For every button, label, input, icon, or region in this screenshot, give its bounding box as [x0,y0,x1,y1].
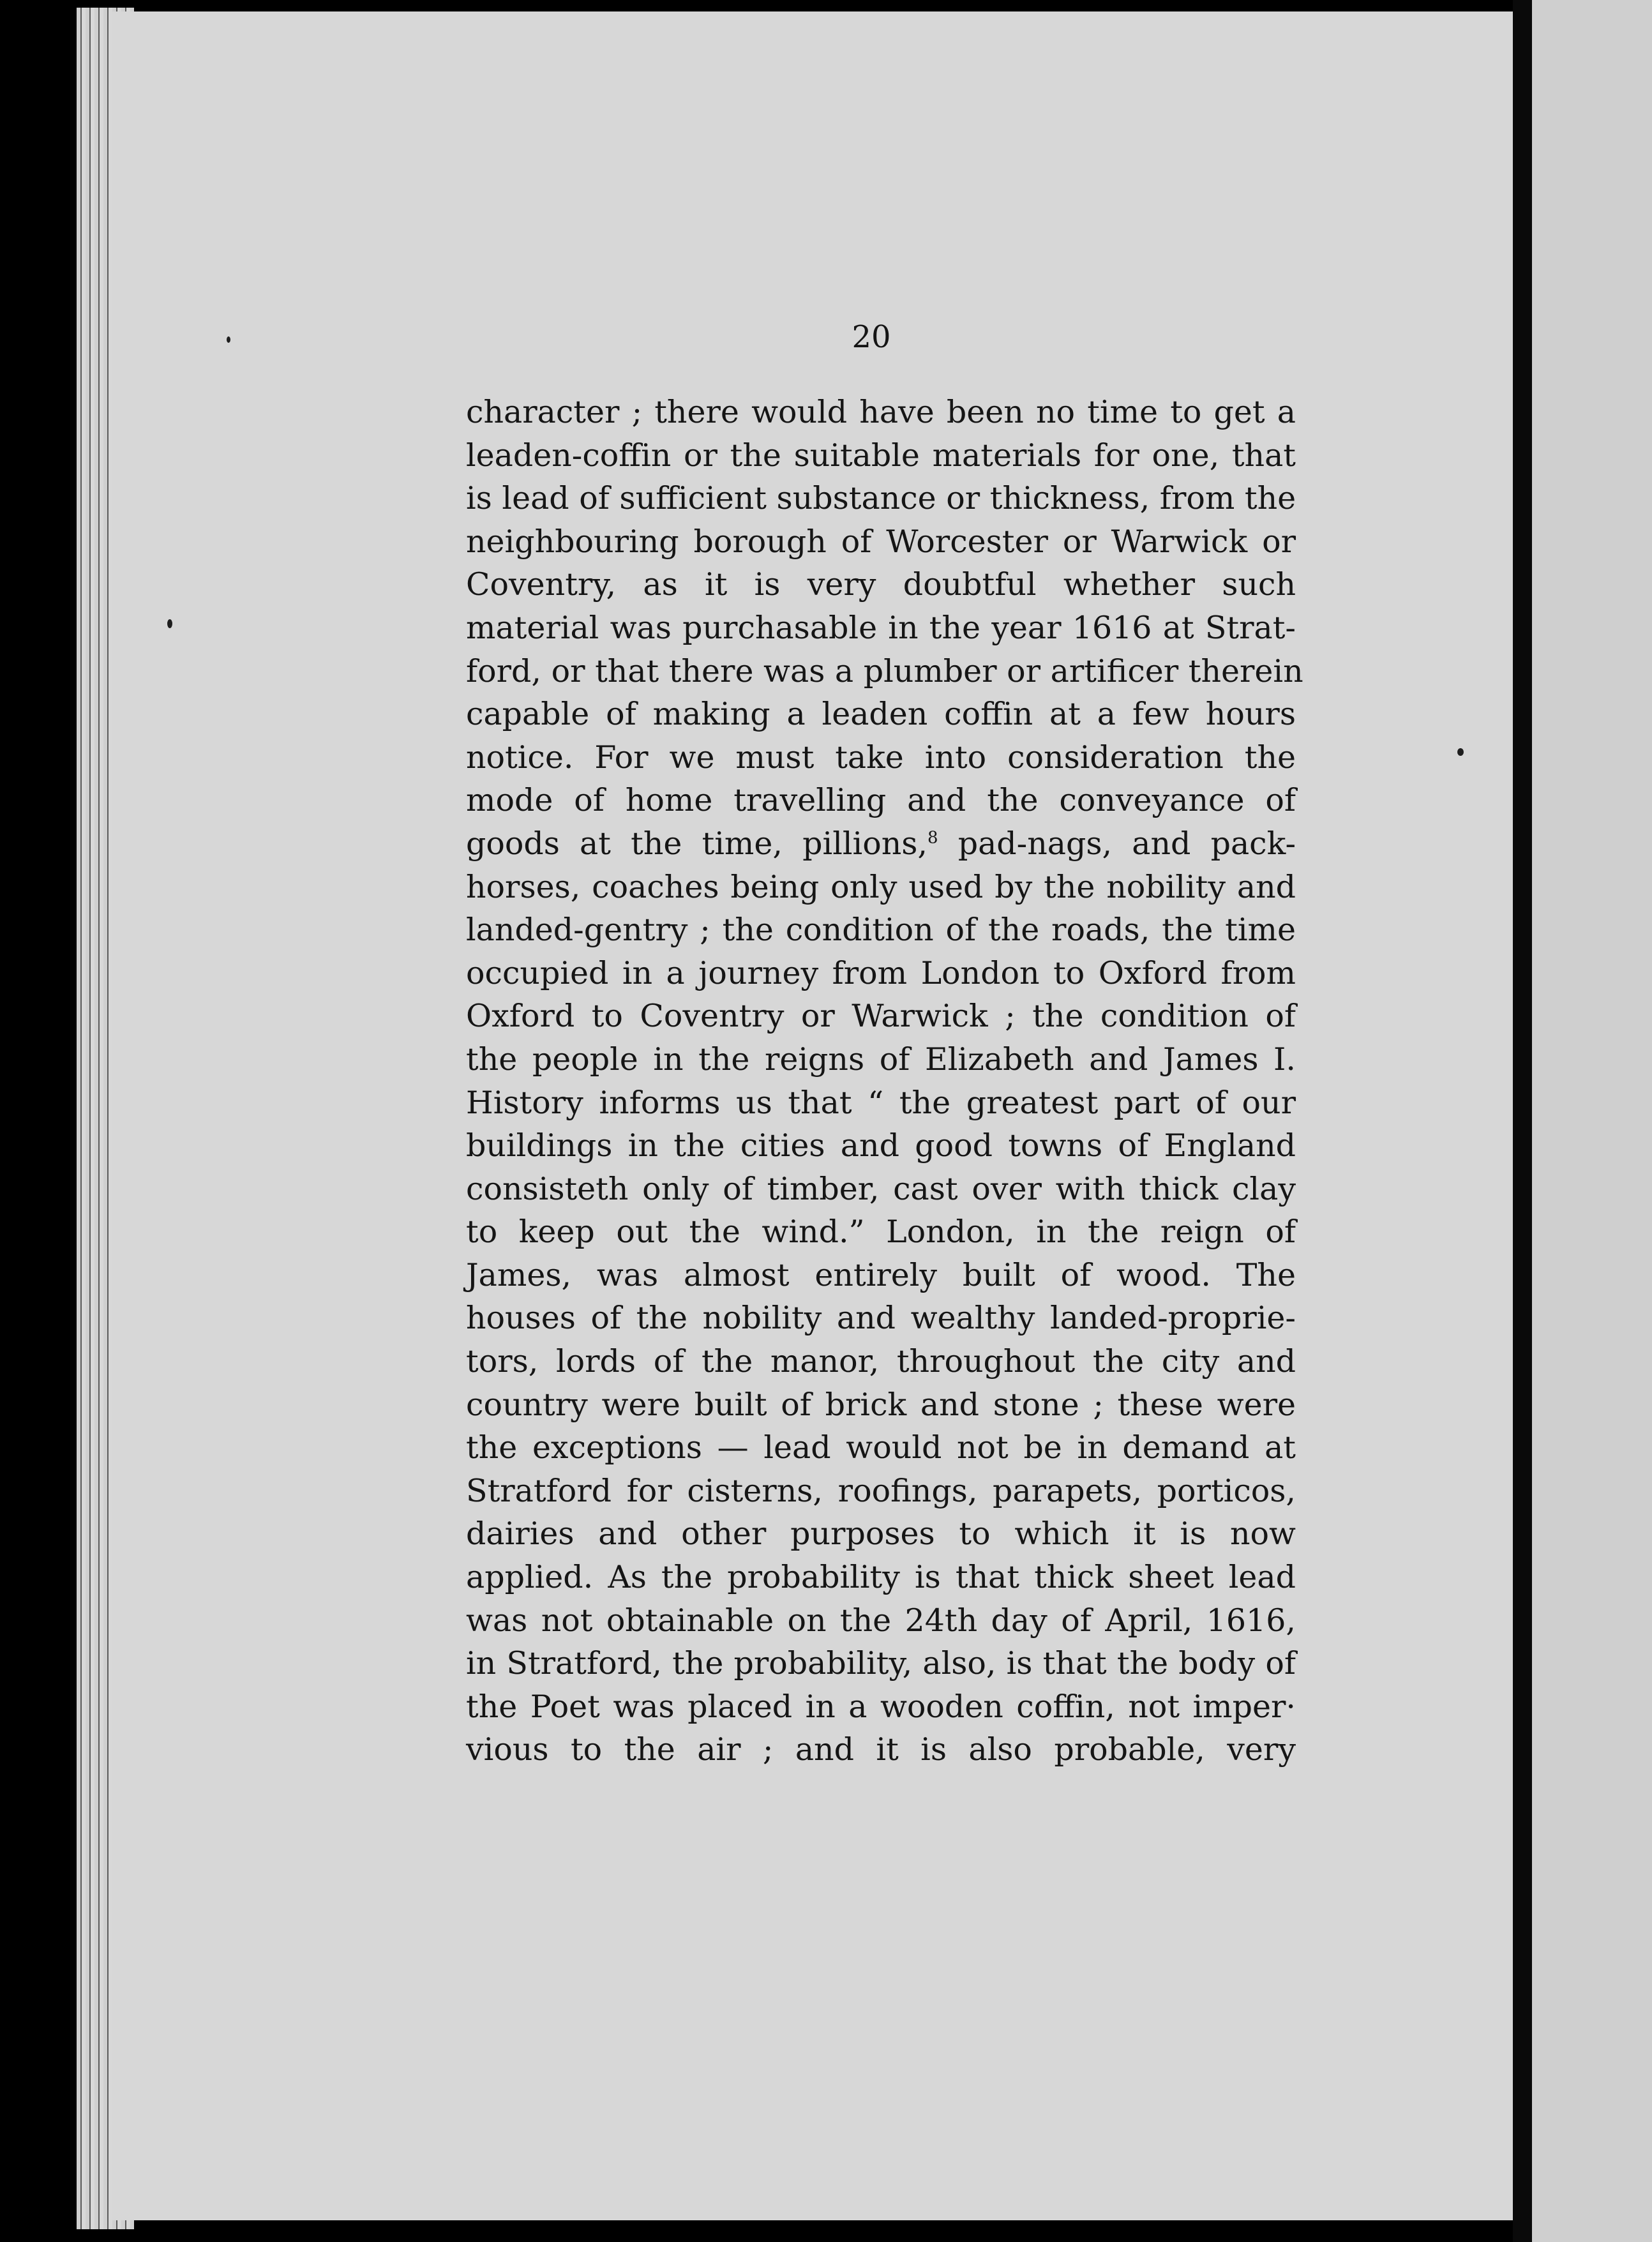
facing-page-edge [1532,0,1652,2242]
text-line: to keep out the wind.” London, in the reign of [466,1214,1296,1251]
dust-speck [1457,748,1464,756]
footnote-reference: 8 [927,828,938,848]
text-line: ford, or that there was a plumber or artificer therein [466,652,1303,689]
text-line: material was purchasable in the year 1616 at Strat- [466,609,1296,646]
text-line: Coventry, as it is very doubtful whether such [466,566,1296,603]
text-line: the people in the reigns of Elizabeth and James I. [466,1041,1296,1078]
text-line: notice. For we must take into consideration the [466,739,1296,776]
text-line: houses of the nobility and wealthy landed-proprie- [466,1300,1296,1337]
text-line: leaden-coffin or the suitable materials for one, that [466,437,1296,474]
text-line-start: goods at the time, pillions, [466,825,927,862]
dust-speck [167,619,172,628]
text-line: History informs us that “ the greatest part of our [466,1084,1296,1121]
text-line: consisteth only of timber, cast over with thick clay [466,1170,1296,1207]
text-line: mode of home travelling and the conveyance of [466,782,1296,819]
text-line: occupied in a journey from London to Oxford from [466,954,1296,991]
text-line: applied. As the probability is that thick sheet lead [466,1559,1296,1596]
dust-speck [227,336,230,343]
text-line: capable of making a leaden coffin at a few hours [466,696,1296,733]
text-line: buildings in the cities and good towns of England [466,1127,1296,1164]
body-text [466,391,1303,1772]
text-line: the exceptions — lead would not be in demand at [466,1429,1296,1466]
text-line: James, was almost entirely built of wood. The [466,1256,1296,1293]
text-line: is lead of sufficient substance or thickness, from the [466,480,1296,517]
text-line: vious to the air ; and it is also probable, very [466,1731,1296,1768]
text-line: was not obtainable on the 24th day of April, 1616, [466,1602,1296,1639]
text-line: country were built of brick and stone ; these were [466,1386,1296,1423]
text-line: character ; there would have been no time to get a [466,394,1296,430]
text-line: the Poet was placed in a wooden coffin, not imper· [466,1688,1296,1725]
gutter-shadow [1513,0,1532,2242]
text-line: in Stratford, the probability, also, is that the body of [466,1645,1296,1682]
text-line: Stratford for cisterns, roofings, parapets, porticos, [466,1472,1296,1509]
page-number: 20 [852,319,891,355]
text-line: Oxford to Coventry or Warwick ; the condition of [466,998,1296,1035]
text-line: dairies and other purposes to which it is now [466,1516,1296,1553]
text-line [466,822,1296,866]
text-line: tors, lords of the manor, throughout the city and [466,1343,1296,1380]
text-line: landed-gentry ; the condition of the roads, the time [466,912,1296,949]
text-line: horses, coaches being only used by the nobility and [466,868,1296,905]
text-line-end: pad-nags, and pack- [938,825,1296,862]
text-line: neighbouring borough of Worcester or Warwick or [466,523,1296,560]
